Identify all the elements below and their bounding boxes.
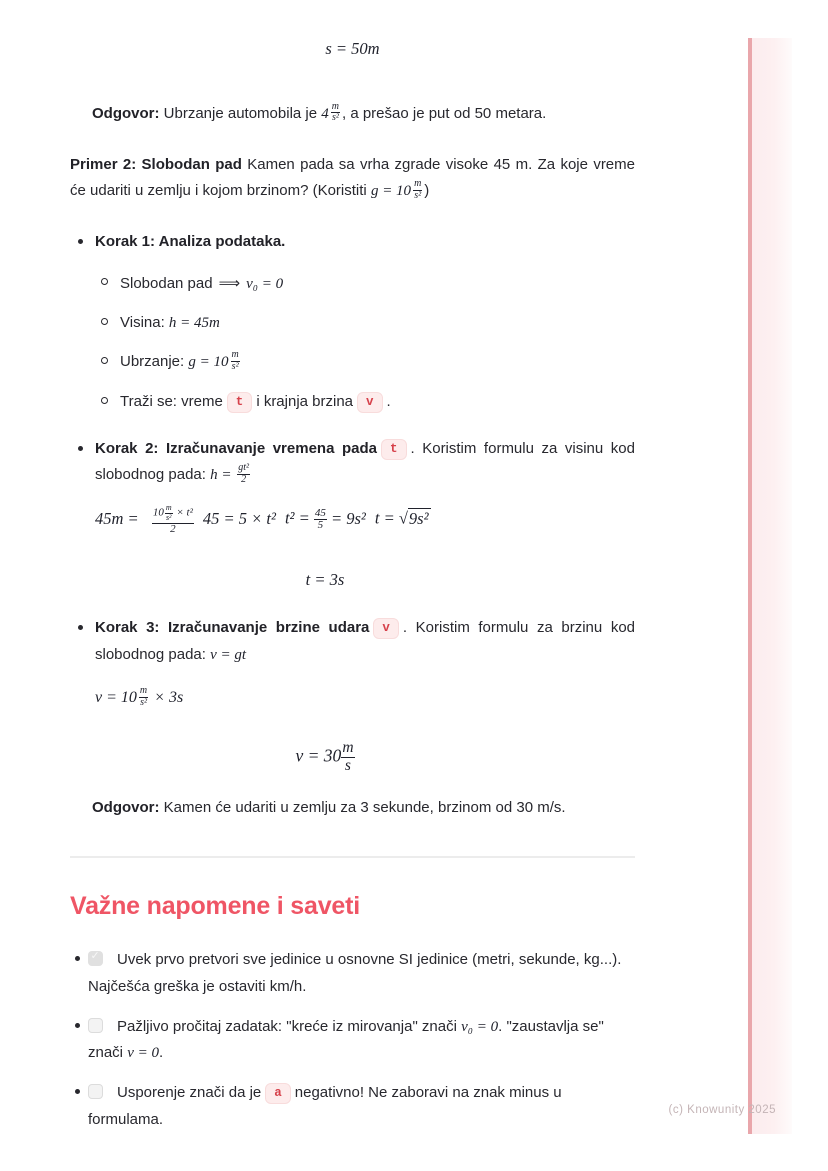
substep-fraction [231, 350, 240, 373]
primer2-title: Primer 2: Slobodan pad [70, 156, 242, 174]
notes-list [70, 947, 635, 1133]
substep-text: i krajnja brzina [256, 392, 354, 410]
badge-t: t [227, 392, 253, 413]
checkbox[interactable] [88, 951, 103, 966]
note-item-pazljivo [70, 1014, 635, 1067]
substep-label: Ubrzanje: [120, 353, 189, 371]
fraction-numerator: m [165, 503, 172, 513]
eq45-sqrt [399, 508, 431, 528]
substep-trazi-se [95, 389, 635, 415]
substep-label: Visina: [120, 314, 169, 332]
side-accent-bar [748, 38, 792, 1134]
primer2-close: ) [424, 182, 430, 200]
korak2-fraction [237, 463, 250, 486]
equation-s50m [70, 0, 635, 64]
eqv2-fraction [341, 740, 354, 774]
equation-v30 [95, 740, 555, 774]
note-item-si-jedinice [70, 947, 635, 1000]
fraction-numerator: gt² [238, 461, 250, 473]
note-text: negativno! Ne zaboravi na znak minus u formulama. [88, 1084, 562, 1128]
steps-list [70, 229, 635, 775]
eq45-lhs: 45m = [95, 508, 143, 528]
odgovor1-post: , a prešao je put od 50 metara. [342, 104, 547, 122]
odgovor2-paragraph [70, 795, 635, 821]
korak1-title: Korak 1: Analiza podataka. [95, 232, 286, 250]
equation-v-calc [95, 684, 635, 712]
eqv2-pre: v = 30 [295, 745, 342, 766]
equation-s50m-text: s = 50m [325, 39, 380, 58]
substep-math: h = 45m [168, 315, 220, 332]
fraction-denominator: s [344, 756, 351, 774]
fraction-denominator: s² [414, 189, 422, 201]
eq45-num-coef: 10 [152, 507, 164, 520]
eq45-big-fraction [152, 504, 194, 535]
note-text: . [158, 1044, 164, 1062]
step-item-korak2 [70, 436, 635, 595]
equation-t3s [95, 566, 555, 595]
korak3-text: . Koristim formulu za brzinu kod slobodnog pada: [95, 619, 636, 663]
document-page [70, 0, 635, 1147]
substep-math: g = 10 [188, 354, 229, 371]
primer2-paragraph [70, 152, 635, 205]
fraction-denominator: 2 [241, 473, 247, 485]
fraction-numerator: m [342, 738, 354, 756]
fraction-numerator: m [139, 684, 148, 696]
odgovor2-text: Kamen će udariti u zemlju za 3 sekunde, brzinom od 30 m/s. [159, 799, 566, 817]
checkbox[interactable] [88, 1084, 103, 1099]
substep-text: Slobodan pad [120, 274, 213, 292]
substep-slobodan-pad [95, 270, 635, 297]
note-item-usporenje [70, 1080, 635, 1133]
eq45-nested-fraction [165, 504, 173, 522]
fraction-denominator: s² [165, 513, 172, 522]
equation-45m-row [95, 504, 635, 535]
notes-heading: Važne napomene i saveti [70, 891, 360, 920]
footer-credit: (c) Knowunity 2025 [668, 1104, 776, 1116]
korak2-text: . Koristim formulu za visinu kod slobodnog pada: [95, 439, 635, 484]
fraction-denominator: s² [140, 696, 147, 708]
fraction-numerator: m [331, 100, 339, 112]
korak3-math: v = gt [210, 646, 247, 663]
eq45-small-fraction [314, 508, 327, 533]
substep-ubrzanje [95, 349, 635, 375]
korak3-title: Korak 3: Izračunavanje brzine udara [95, 619, 370, 637]
radical-sign: √ [398, 508, 408, 528]
primer2-math: g = 10 [370, 183, 412, 200]
fraction-denominator: s² [331, 112, 339, 124]
odgovor1-coef: 4 [321, 105, 329, 122]
fraction-numerator: m [414, 178, 422, 190]
note-math: v₀ = 0 [461, 1018, 499, 1035]
primer2-text: Kamen pada sa vrha zgrade visoke 45 m. Za koje vreme će udariti u zemlju i kojom brzinom? (Koristiti [70, 156, 635, 200]
note-text: Usporenje znači da je [117, 1084, 262, 1102]
section-divider [70, 856, 635, 858]
eqv1-post: × 3s [150, 688, 184, 706]
eqv1-fraction [139, 686, 148, 709]
fraction-numerator [152, 504, 194, 523]
badge-a: a [265, 1083, 291, 1104]
korak2-math: h = [210, 467, 236, 484]
eqv1-pre: v = 10 [95, 688, 137, 706]
sqrt-argument: 9s² [408, 508, 429, 528]
note-text: Pažljivo pročitaj zadatak: "kreće iz mirovanja" znači [117, 1017, 462, 1035]
fraction-denominator: 5 [317, 519, 324, 532]
fraction-numerator: 45 [314, 506, 326, 519]
substep-visina [95, 310, 635, 336]
note-math: v = 0 [127, 1045, 159, 1062]
odgovor1-label: Odgovor: [92, 104, 160, 122]
eq45-step3: t² = [284, 508, 314, 528]
badge-t: t [381, 439, 407, 460]
eq45-num-post: × t² [173, 507, 193, 520]
substep-math: v₀ = 0 [246, 275, 284, 292]
note-text: . "zaustavlja se" znači [88, 1017, 604, 1062]
korak2-title: Korak 2: Izračunavanje vremena pada [95, 439, 377, 457]
equation-t3s-text: t = 3s [305, 569, 345, 589]
odgovor1-paragraph [70, 101, 635, 127]
eq45-step5: t = [374, 508, 399, 528]
badge-v: v [357, 392, 383, 413]
step-item-korak3 [70, 615, 635, 774]
step-item-korak1 [70, 229, 635, 415]
fraction-denominator: s² [231, 360, 239, 372]
note-text: Uvek prvo pretvori sve jedinice u osnovne SI jedinice (metri, sekunde, kg...). Najčešća greška je ostaviti km/h. [88, 951, 622, 995]
odgovor1-fraction [331, 102, 340, 125]
eq45-step4: = 9s² [326, 508, 366, 528]
eq45-step2: 45 = 5 × t² [202, 508, 276, 528]
checkbox[interactable] [88, 1018, 103, 1033]
odgovor2-label: Odgovor: [92, 799, 160, 817]
fraction-denominator: 2 [170, 522, 176, 535]
substep-text: . [386, 392, 391, 410]
primer2-fraction [413, 179, 422, 202]
odgovor1-pre: Ubrzanje automobila je [159, 104, 322, 122]
implies-arrow: ⟹ [218, 273, 241, 292]
substep-text: Traži se: vreme [120, 392, 223, 410]
korak1-substeps [95, 270, 635, 415]
badge-v: v [373, 618, 399, 639]
fraction-numerator: m [231, 349, 239, 361]
